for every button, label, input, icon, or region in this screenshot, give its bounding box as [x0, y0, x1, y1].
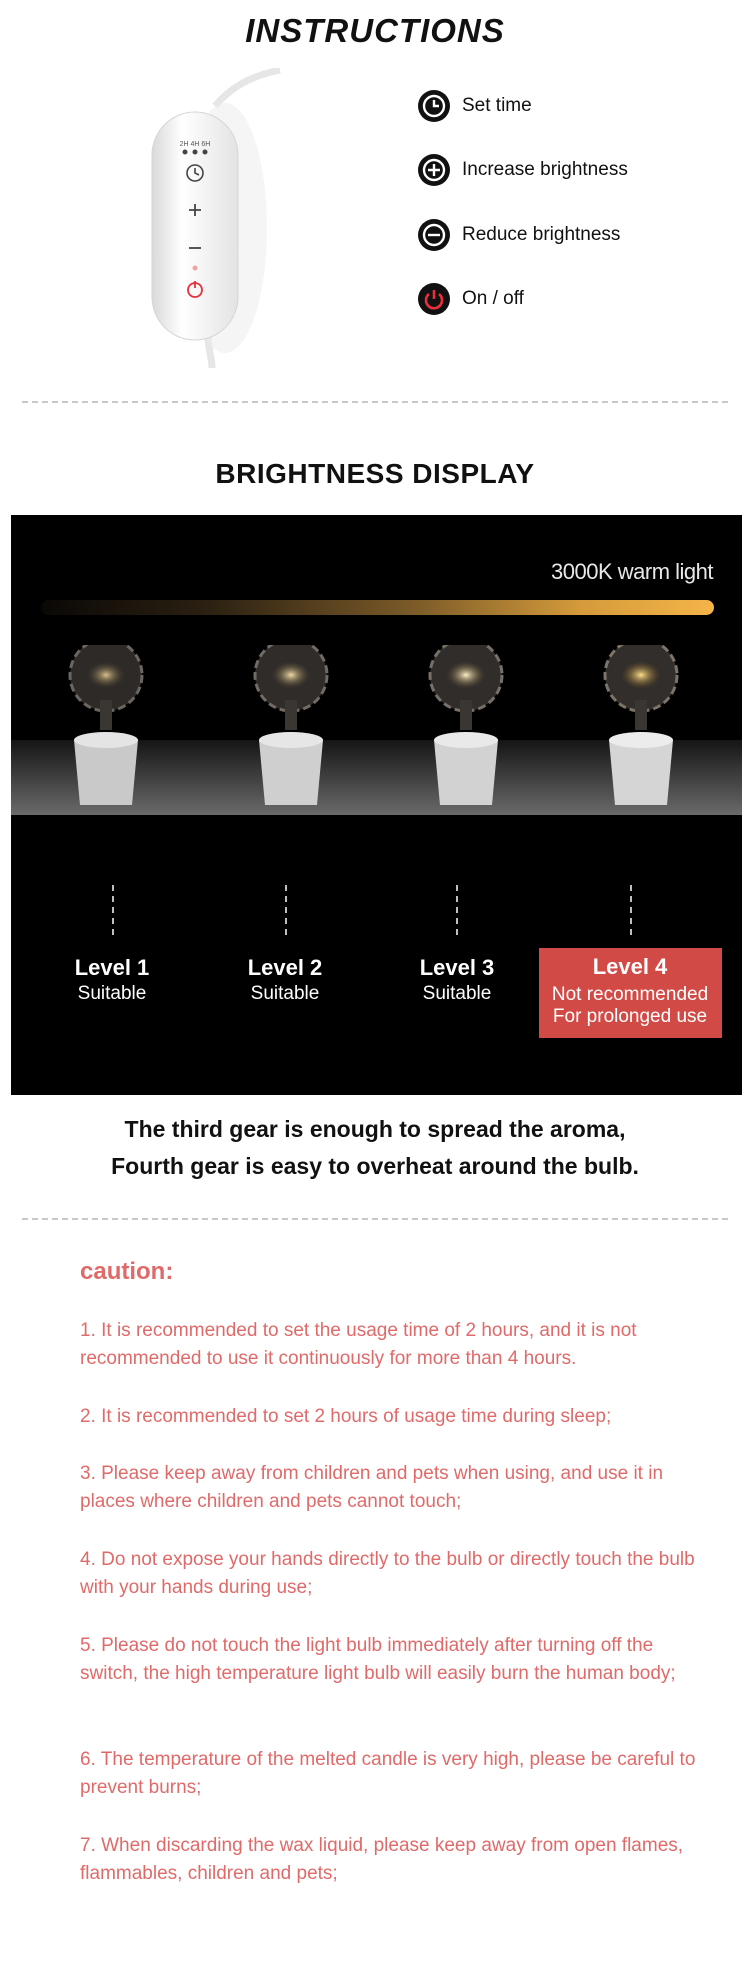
level-1-note: Suitable [77, 983, 147, 1004]
legend-label: Reduce brightness [462, 224, 621, 245]
legend-item-set-time [418, 88, 532, 124]
caution-item: 6. The temperature of the melted candle is very high, please be careful to prevent burns; [80, 1749, 696, 1798]
caution-item: 2. It is recommended to set 2 hours of usage time during sleep; [80, 1406, 612, 1427]
warm-light-gradient-bar [41, 600, 714, 615]
level-2-note: Suitable [250, 983, 320, 1004]
caution-item: 3. Please keep away from children and pets when using, and use it in places where children and pets cannot touch; [80, 1463, 664, 1512]
legend-label: Increase brightness [462, 159, 628, 180]
caution-item: 4. Do not expose your hands directly to the bulb or directly touch the bulb with your hands during use; [80, 1549, 695, 1598]
power-icon [418, 283, 450, 315]
legend-item-power [418, 281, 524, 317]
section-divider [22, 1218, 728, 1220]
brightness-panel [11, 515, 742, 1095]
legend-label: On / off [462, 288, 524, 309]
level-1-name: Level 1 [74, 955, 150, 980]
temperature-label: 3000K warm light [551, 559, 713, 584]
caution-item: 7. When discarding the wax liquid, please keep away from open flames, flammables, children and pets; [80, 1835, 684, 1884]
svg-text:2H 4H 6H: 2H 4H 6H [179, 141, 211, 148]
brightness-title: BRIGHTNESS DISPLAY [215, 458, 535, 489]
level-connector [456, 885, 458, 935]
plus-icon [418, 154, 450, 186]
instructions-title: INSTRUCTIONS [245, 12, 505, 49]
caution-title: caution: [80, 1258, 174, 1285]
level-4-name: Level 4 [592, 954, 668, 979]
level-4-note-line1: Not recommended [551, 984, 709, 1005]
minus-icon [418, 219, 450, 251]
lamp-photo-level-1 [70, 645, 142, 805]
caution-item: 1. It is recommended to set the usage time of 2 hours, and it is not recommended to use it continuously for more than 4 hours. [80, 1320, 637, 1369]
legend-item-reduce [418, 217, 620, 253]
caution-item: 5. Please do not touch the light bulb immediately after turning off the switch, the high temperature light bulb will easily burn the human body; [80, 1635, 676, 1684]
summary-line-1: The third gear is enough to spread the aroma, [124, 1116, 626, 1142]
controller-illustration [140, 68, 290, 368]
level-3-name: Level 3 [419, 955, 495, 980]
level-4-warning-box [539, 948, 722, 1038]
legend-label: Set time [462, 95, 532, 116]
summary-line-2: Fourth gear is easy to overheat around the bulb. [111, 1153, 639, 1179]
clock-icon [418, 90, 450, 122]
legend-item-increase [418, 152, 628, 188]
product-photos [11, 645, 742, 845]
level-2-name: Level 2 [247, 955, 323, 980]
level-connector [285, 885, 287, 935]
level-connector [112, 885, 114, 935]
section-divider [22, 401, 728, 403]
level-4-note-line2: For prolonged use [552, 1006, 708, 1027]
level-3-note: Suitable [422, 983, 492, 1004]
level-connector [630, 885, 632, 935]
